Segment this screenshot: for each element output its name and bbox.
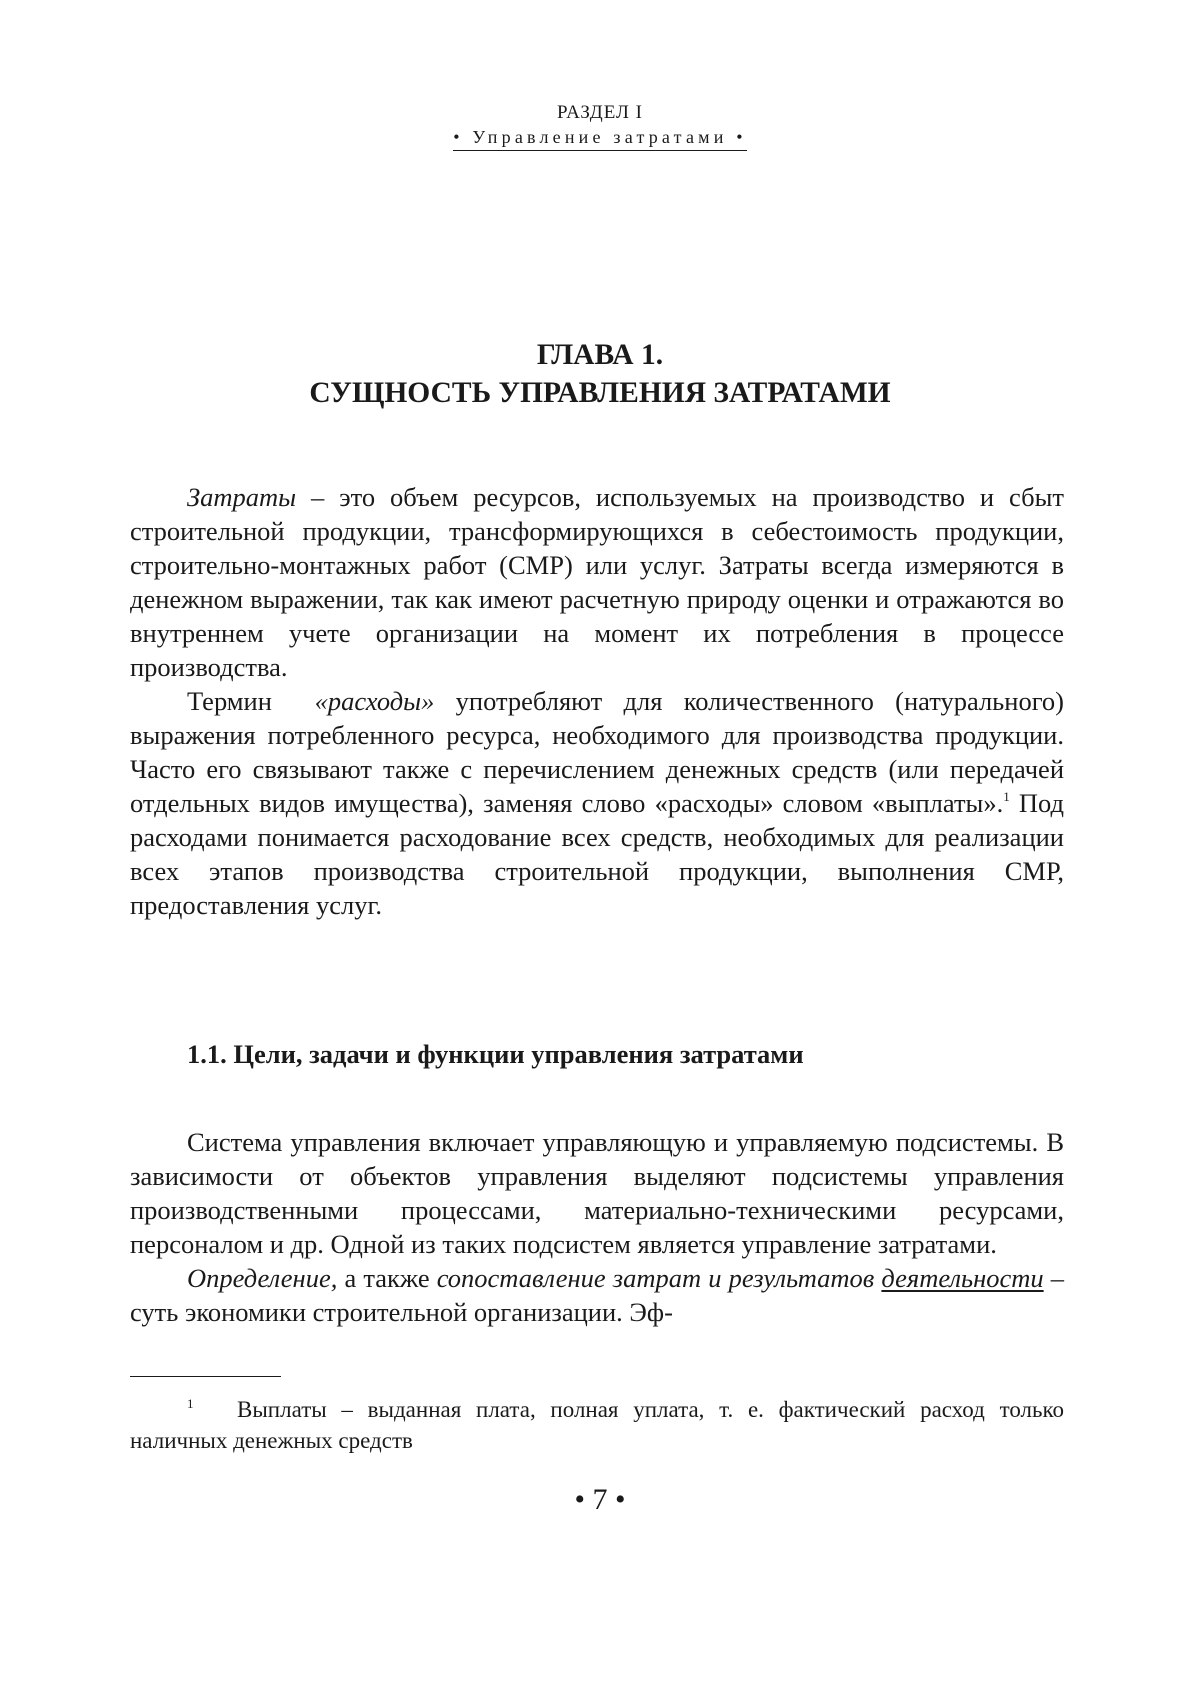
footnote-reference: 1 (1003, 789, 1010, 804)
chapter-title (0, 336, 1200, 412)
text-block-intro (130, 480, 1064, 922)
paragraph-definition-mid: а также (337, 1263, 437, 1293)
footnote-text: Выплаты – выданная плата, полная уплата, т. е. фактический расход только наличных денежных средств (130, 1397, 1064, 1453)
section-label: РАЗДЕЛ I (556, 102, 644, 123)
chapter-number: ГЛАВА 1. (536, 339, 664, 371)
paragraph-expenses (130, 684, 1064, 922)
paragraph-expenses-text-after: Под расходами понимается расходование всех средств, необходимых для реализации всех этапов производства строительной продукции, выполнения СМР, предоставления услуг. (130, 788, 1065, 920)
paragraph-definition-text: – суть экономики строительной организации. Эф- (130, 1263, 1064, 1327)
term-costs: Затраты (187, 482, 297, 512)
paragraph-expenses-lead: Термин (187, 686, 315, 716)
paragraph-costs (130, 480, 1064, 684)
paragraph-system: Система управления включает управляющую и управляемую подсистемы. В зависимости от объектов управления выделяют подсистемы управления производственными процессами, материально-техническими ресурсами, персоналом и др. Одной из таких подсистем является управление затратами. (130, 1127, 1064, 1259)
paragraph-expenses-text: употребляют для количественного (натурального) выражения потребленного ресурса, необходимого для производства продукции. Часто его связывают также с перечислением денежных средств (или передачей отдельных видов имущества), заменяя слово «расходы» словом «выплаты». (130, 686, 1064, 818)
footnote-divider (130, 1376, 281, 1377)
section-subtitle: • Управление затратами • (453, 127, 747, 147)
running-header (0, 101, 1200, 151)
term-activity: деятельности (881, 1263, 1044, 1293)
paragraph-definition (130, 1261, 1064, 1329)
text-block-section (130, 1125, 1064, 1329)
term-expenses: «расходы» (314, 686, 435, 716)
paragraph-costs-text: – это объем ресурсов, используемых на производство и сбыт строительной продукции, трансформирующихся в себестоимость продукции, строительно-монтажных работ (СМР) или услуг. Затраты всегда измеряются в денежном выражении, так как имеют расчетную природу оценки и отражаются во внутреннем учете организации на момент их потребления в процессе производства. (130, 482, 1064, 682)
term-definition: Определение, (187, 1263, 338, 1293)
chapter-name: СУЩНОСТЬ УПРАВЛЕНИЯ ЗАТРАТАМИ (309, 377, 891, 409)
term-comparison: сопоставление затрат и результатов (436, 1263, 882, 1293)
section-heading: 1.1. Цели, задачи и функции управления затратами (187, 1039, 804, 1069)
page-number: • 7 • (574, 1483, 626, 1516)
section-subtitle-wrap (453, 126, 747, 151)
footnote: 1 Выплаты – выданная плата, полная уплата, т. е. фактический расход только наличных денежных средств (130, 1396, 1064, 1453)
